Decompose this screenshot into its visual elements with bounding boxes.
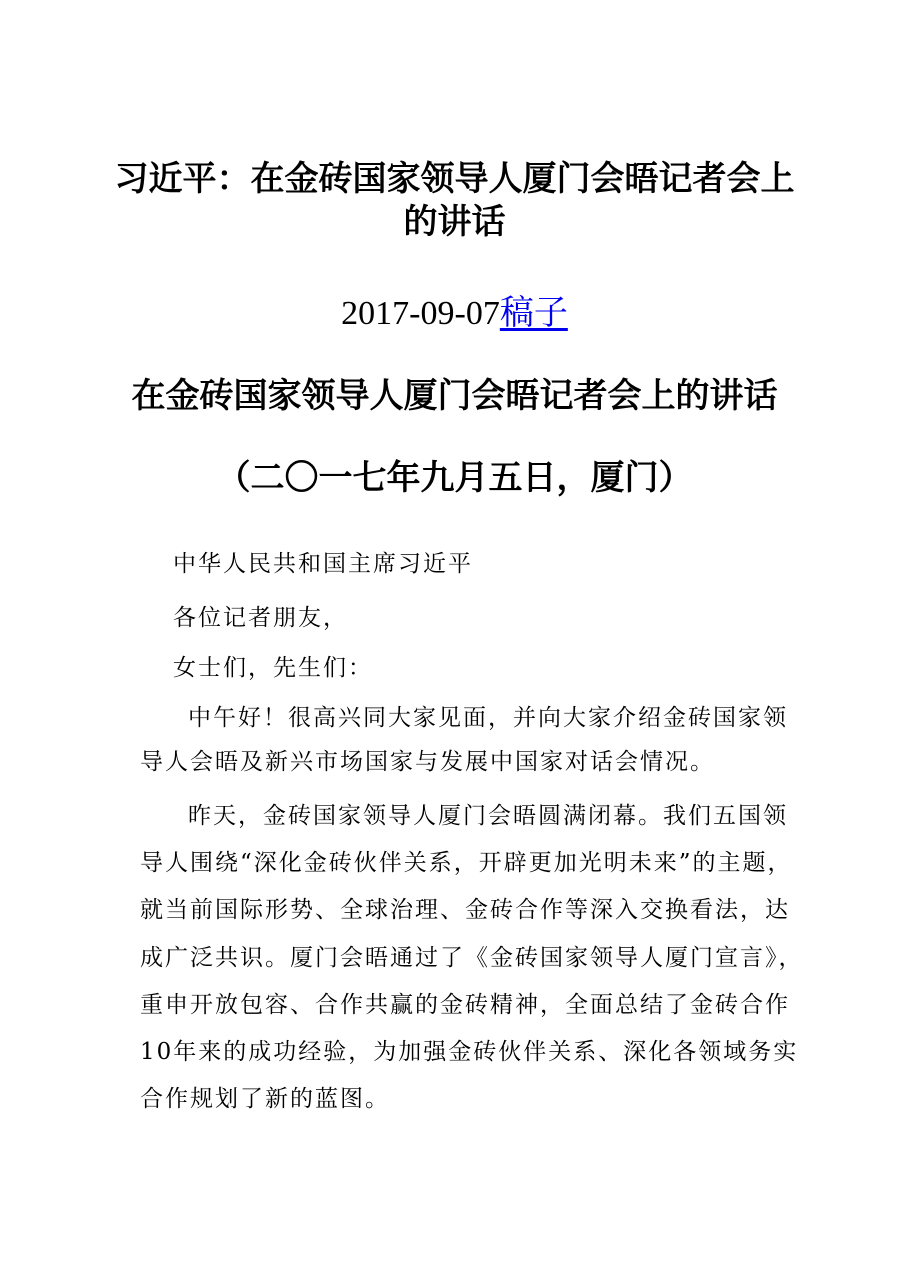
publish-date: 2017-09-07 bbox=[341, 295, 500, 332]
speech-title: 在金砖国家领导人厦门会晤记者会上的讲话 bbox=[131, 376, 778, 416]
speech-date-place: （二〇一七年九月五日，厦门） bbox=[216, 458, 693, 498]
salutation-line: 各位记者朋友， bbox=[173, 605, 348, 631]
source-link[interactable]: 稿子 bbox=[499, 293, 568, 333]
body-paragraph: 昨天，金砖国家领导人厦门会晤圆满闭幕。我们五国领导人围绕“深化金砖伙伴关系，开辟更加光明未来”的主题，就当前国际形势、全球治理、金砖合作等深入交换看法，达成广泛共识。厦门会晤通过了《金砖国家领导人厦门宣言》，重申开放包容、合作共赢的金砖精神，全面总结了金砖合作10年来的成功经验，为加强金砖伙伴关系、深化各领域务实合作规划了新的蓝图。 bbox=[140, 803, 804, 1113]
article-title: 习近平：在金砖国家领导人厦门会晤记者会上的讲话 bbox=[114, 159, 795, 242]
body-paragraph: 中午好！很高兴同大家见面，并向大家介绍金砖国家领导人会晤及新兴市场国家与发展中国家对话会情况。 bbox=[140, 705, 788, 775]
speaker-line: 中华人民共和国主席习近平 bbox=[173, 551, 473, 577]
salutation-line: 女士们，先生们： bbox=[173, 655, 373, 681]
dateline bbox=[100, 292, 809, 335]
